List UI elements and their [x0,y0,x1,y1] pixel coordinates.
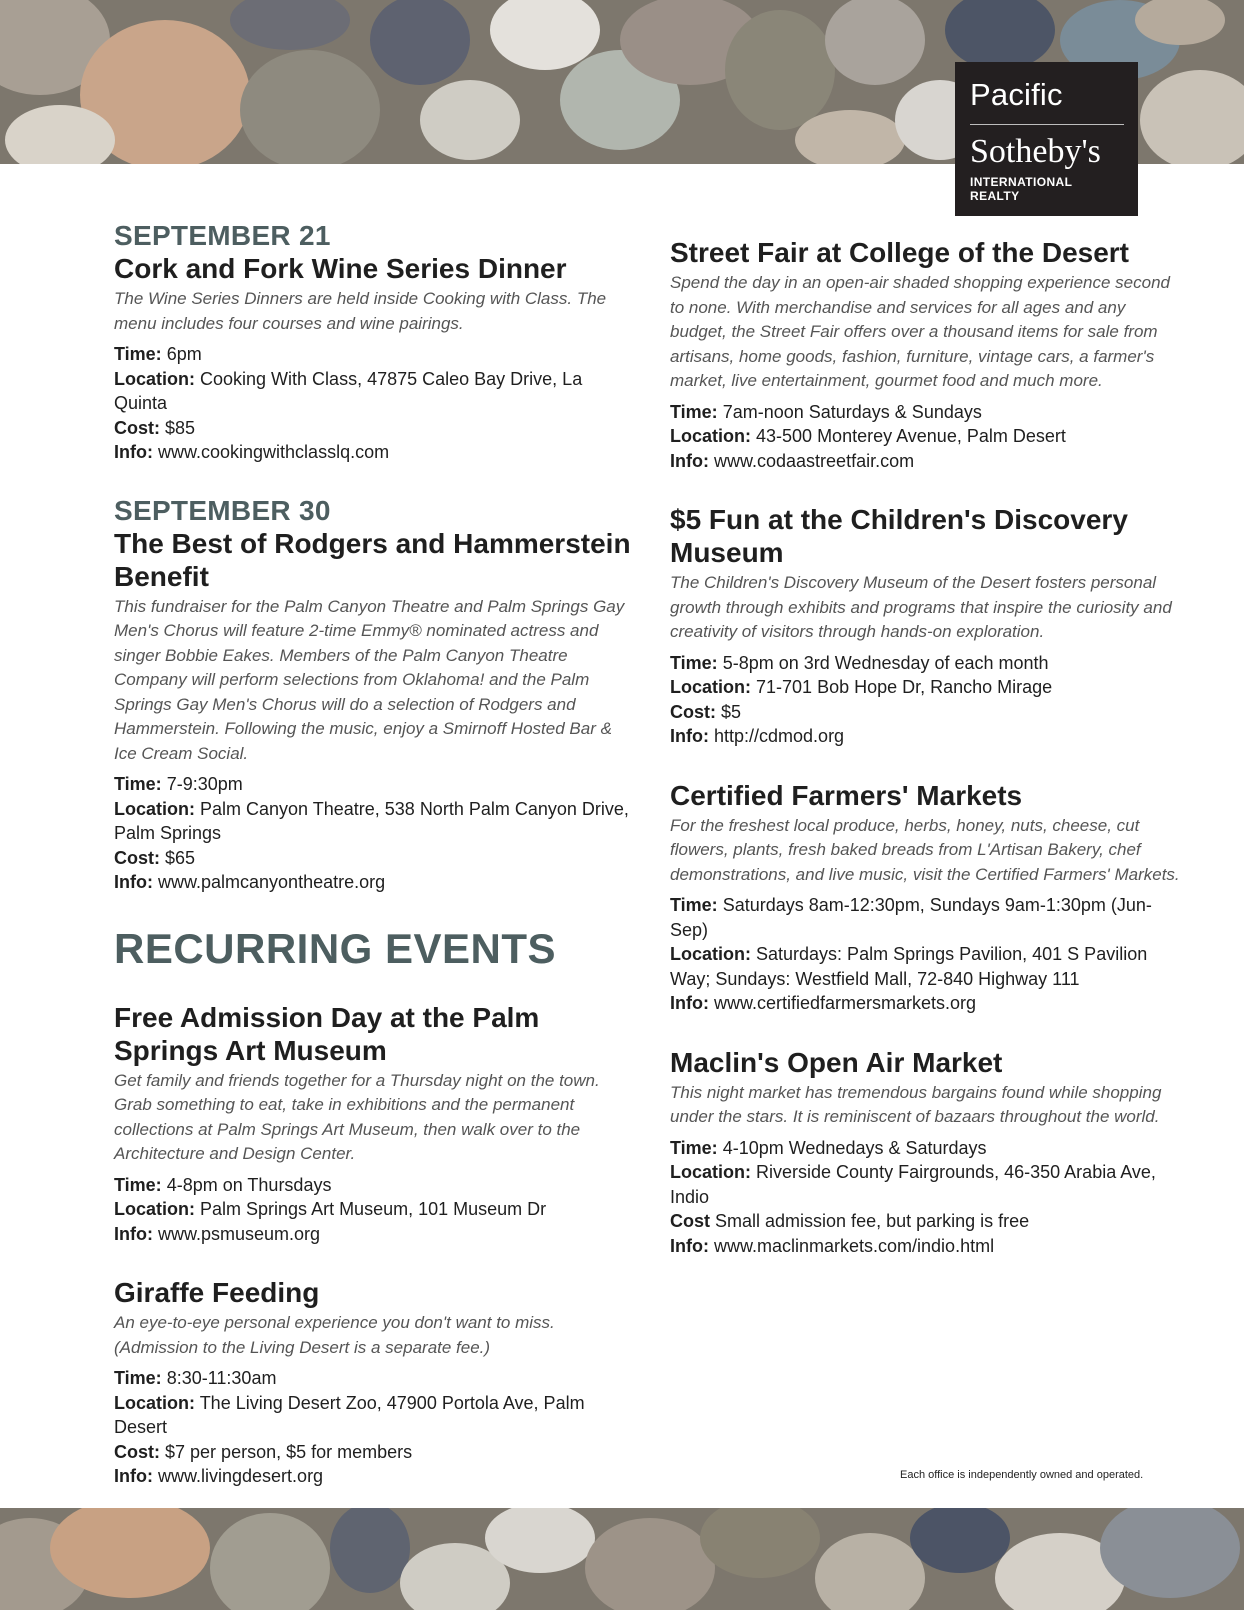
logo-international-realty: INTERNATIONAL REALTY [970,175,1073,203]
event-cork-and-fork [114,220,634,465]
event-info: Info: www.maclinmarkets.com/indio.html [670,1235,995,1256]
event-location: Location: Palm Springs Art Museum, 101 Museum Dr [114,1199,547,1219]
date-heading: SEPTEMBER 21 [114,220,331,251]
event-description: This night market has tremendous bargains found while shopping under the stars. It is reminiscent of bazaars throughout the world. [670,1082,1162,1126]
sothebys-logo [955,62,1138,216]
event-info: Info: www.cookingwithclasslq.com [114,442,390,462]
event-info: Info: www.codaastreetfair.com [670,450,915,471]
right-column [670,236,1185,1288]
event-title: $5 Fun at the Children's Discovery Museum [670,504,1128,568]
event-info-link[interactable]: http://cdmod.org [714,726,845,746]
event-title: Free Admission Day at the Palm Springs Art Museum [114,1001,540,1066]
event-location: Location: Palm Canyon Theatre, 538 North Palm Canyon Drive, Palm Springs [114,798,629,843]
event-description: This fundraiser for the Palm Canyon Theatre and Palm Springs Gay Men's Chorus will feature 2-time Emmy® nominated actress and singer Bobbie Eakes. Members of the Palm Canyon Theatre Company will perform selections from Oklahoma! and the Palm Springs Gay Men's Chorus will do a selection of Rodgers and Hammerstein. Following the music, enjoy a Smirnoff Hosted Bar & Ice Cream Social. [114,596,625,763]
event-rodgers-hammerstein [114,495,634,895]
event-description: The Children's Discovery Museum of the Desert fosters personal growth through exhibits and programs that inspire the curiosity and creativity of visitors through hands-on exploration. [670,573,1172,641]
event-time: Time: 4-8pm on Thursdays [114,1174,332,1195]
event-location: Location: Riverside County Fairgrounds, 46-350 Arabia Ave, Indio [670,1162,1156,1207]
event-info-link[interactable]: www.livingdesert.org [158,1466,324,1486]
event-time: Time: Saturdays 8am-12:30pm, Sundays 9am-1:30pm (Jun-Sep) [670,895,1152,940]
event-title: Cork and Fork Wine Series Dinner [114,253,567,284]
event-info-link[interactable]: www.codaastreetfair.com [714,450,915,471]
event-description: For the freshest local produce, herbs, honey, nuts, cheese, cut flowers, plants, fresh baked breads from L'Artisan Bakery, chef demonstrations, and live music, visit the Certified Farmers' Markets. [670,815,1180,884]
event-art-museum [114,1001,634,1247]
date-heading: SEPTEMBER 30 [114,494,331,526]
event-title: Street Fair at College of the Desert [670,237,1130,268]
event-time: Time: 7-9:30pm [114,774,243,794]
event-description: Get family and friends together for a Thursday night on the town. Grab something to eat, take in exhibitions and the permanent collections at Palm Springs Art Museum, then walk over to the Architecture and Design Center. [114,1070,600,1163]
event-time: Time: 5-8pm on 3rd Wednesday of each month [670,652,1049,673]
event-time: Time: 6pm [114,344,202,364]
event-info-link[interactable]: www.maclinmarkets.com/indio.html [714,1235,995,1256]
event-cost: Cost: $7 per person, $5 for members [114,1441,413,1462]
footer-disclaimer: Each office is independently owned and operated. [900,1469,1144,1481]
event-description: The Wine Series Dinners are held inside Cooking with Class. The menu includes four courses and wine pairings. [114,289,607,333]
event-cost: Cost Small admission fee, but parking is free [670,1211,1030,1231]
event-location: Location: Saturdays: Palm Springs Pavilion, 401 S Pavilion Way; Sundays: Westfield Mall, 72-840 Highway 111 [670,944,1148,989]
event-title: Maclin's Open Air Market [670,1046,1003,1078]
event-cost: Cost: $5 [670,701,742,722]
logo-sothebys: Sotheby's [970,133,1101,170]
left-column [114,220,634,1519]
event-title: The Best of Rodgers and Hammerstein Benefit [114,527,631,592]
event-location: Location: Cooking With Class, 47875 Caleo Bay Drive, La Quinta [114,368,583,413]
event-info-link[interactable]: www.psmuseum.org [158,1223,321,1244]
event-info-link[interactable]: www.certifiedfarmersmarkets.org [714,993,977,1013]
event-maclins-market [670,1046,1185,1259]
event-info: Info: www.certifiedfarmersmarkets.org [670,993,977,1013]
event-title: Certified Farmers' Markets [670,779,1023,811]
event-location: Location: 43-500 Monterey Avenue, Palm Desert [670,426,1066,446]
event-info: Info: www.livingdesert.org [114,1466,324,1486]
event-info: Info: www.psmuseum.org [114,1223,321,1244]
event-street-fair [670,236,1185,473]
event-childrens-museum [670,503,1185,749]
event-farmers-markets [670,779,1185,1016]
event-cost: Cost: $85 [114,417,196,438]
event-cost: Cost: $65 [114,847,196,868]
event-location: Location: The Living Desert Zoo, 47900 Portola Ave, Palm Desert [114,1392,585,1437]
recurring-events-heading: RECURRING EVENTS [114,924,557,972]
event-description: Spend the day in an open-air shaded shopping experience second to none. With merchandise and services for all ages and any budget, the Street Fair offers over a thousand items for sale from artisans, home goods, fashion, furniture, vintage cars, a farmer's market, live entertainment, gourmet food and much more. [670,273,1170,390]
event-location: Location: 71-701 Bob Hope Dr, Rancho Mirage [670,677,1053,697]
event-description: An eye-to-eye personal experience you don't want to miss. (Admission to the Living Desert is a separate fee.) [114,1313,555,1357]
event-giraffe-feeding [114,1276,634,1489]
event-info: Info: http://cdmod.org [670,726,845,746]
event-info-link[interactable]: www.cookingwithclasslq.com [158,442,390,462]
event-time: Time: 8:30-11:30am [114,1368,277,1388]
event-info: Info: www.palmcanyontheatre.org [114,872,386,892]
logo-pacific: Pacific [970,77,1063,112]
event-time: Time: 4-10pm Wednedays & Saturdays [670,1137,987,1158]
event-title: Giraffe Feeding [114,1277,320,1308]
event-time: Time: 7am-noon Saturdays & Sundays [670,401,982,422]
event-info-link[interactable]: www.palmcanyontheatre.org [158,872,386,892]
pebble-footer-image [0,1508,1244,1610]
logo-divider [970,124,1124,125]
